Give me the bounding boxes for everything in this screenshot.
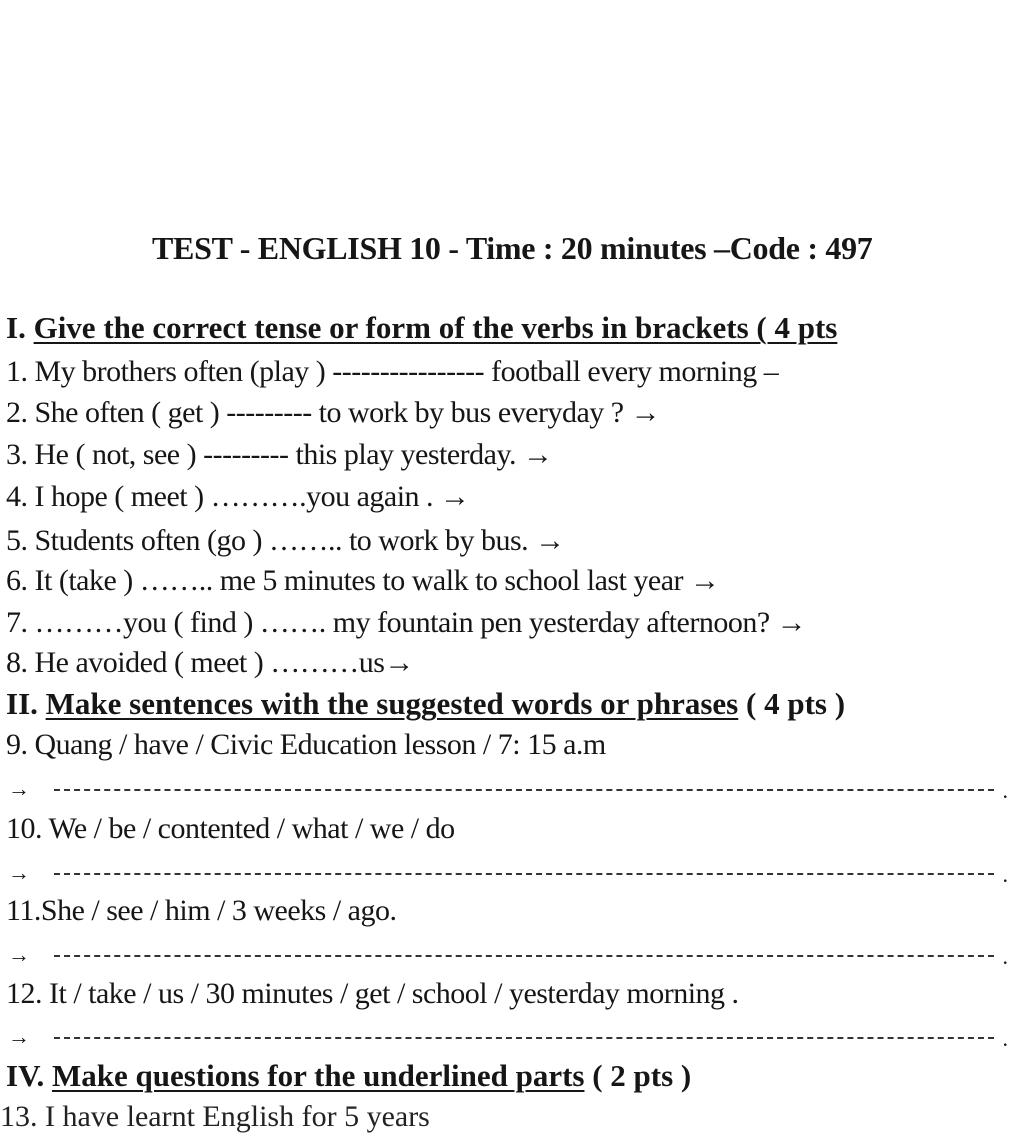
section-2-heading — [6, 688, 845, 719]
question-2: 2. She often ( get ) --------- to work by bus everyday ? → — [6, 396, 661, 429]
answer-line-9 — [8, 776, 1008, 803]
answer-dashes — [54, 955, 994, 957]
answer-line-10 — [8, 860, 1008, 887]
section-2-title: Make sentences with the suggested words or phrases — [45, 686, 739, 721]
answer-arrow: → — [8, 942, 30, 967]
answer-arrow: → — [8, 860, 30, 885]
answer-dashes — [54, 873, 994, 875]
question-6: 6. It (take ) …….. me 5 minutes to walk to school last year → — [6, 564, 720, 597]
question-9: 9. Quang / have / Civic Education lesson / 7: 15 a.m — [6, 728, 606, 761]
section-1-heading — [6, 312, 837, 343]
section-2-number: II. — [6, 686, 46, 721]
answer-end-dot: . — [1002, 778, 1008, 803]
section-4-number: IV. — [6, 1058, 52, 1093]
question-3: 3. He ( not, see ) --------- this play yesterday. → — [6, 438, 553, 471]
question-5: 5. Students often (go ) …….. to work by bus. → — [6, 524, 565, 557]
answer-line-11 — [8, 942, 1008, 969]
question-4: 4. I hope ( meet ) ……….you again . → — [6, 480, 470, 513]
answer-arrow: → — [8, 1024, 30, 1049]
section-4-title: Make questions for the underlined parts — [51, 1058, 585, 1093]
question-1: 1. My brothers often (play ) ---------------- football every morning – — [6, 355, 779, 388]
answer-end-dot: . — [1002, 1026, 1008, 1051]
answer-end-dot: . — [1002, 862, 1008, 887]
question-8: 8. He avoided ( meet ) ………us→ — [6, 646, 414, 679]
answer-arrow: → — [8, 776, 30, 801]
question-11: 11.She / see / him / 3 weeks / ago. — [6, 894, 397, 927]
section-1-number: I. — [6, 310, 34, 345]
question-10: 10. We / be / contented / what / we / do — [6, 812, 455, 845]
answer-dashes — [54, 789, 994, 791]
question-12: 12. It / take / us / 30 minutes / get / school / yesterday morning . — [6, 977, 739, 1010]
answer-end-dot: . — [1002, 944, 1008, 969]
section-4-heading — [6, 1060, 691, 1091]
answer-line-12 — [8, 1024, 1008, 1051]
question-7: 7. ………you ( find ) ……. my fountain pen yesterday afternoon? → — [6, 606, 807, 639]
answer-dashes — [54, 1037, 994, 1039]
test-title: TEST - ENGLISH 10 - Time : 20 minutes –Code : 497 — [152, 230, 873, 266]
section-2-points: ( 4 pts ) — [738, 686, 846, 721]
question-13-cut-off: 13. I have learnt English for 5 years — [0, 1100, 430, 1133]
section-1-title: Give the correct tense or form of the verbs in brackets ( 4 pts — [33, 310, 838, 345]
section-4-points: ( 2 pts ) — [584, 1058, 692, 1093]
